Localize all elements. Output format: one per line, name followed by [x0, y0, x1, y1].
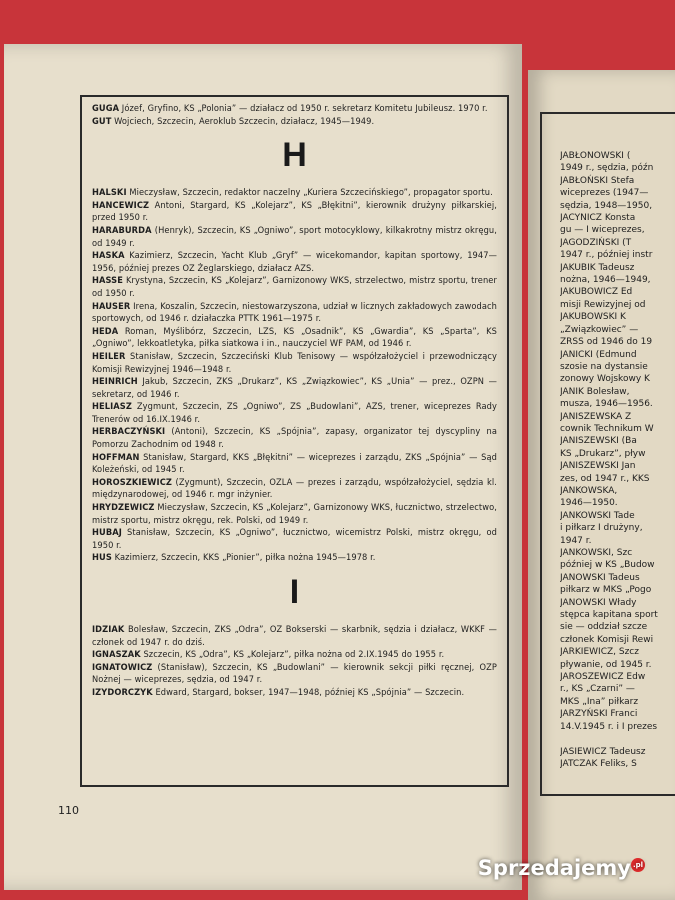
entry [92, 426, 497, 451]
right-line: JANISZEWSKI Jan [560, 461, 636, 472]
right-line: JARKIEWICZ, Szcz [560, 647, 639, 658]
right-line: 1949 r., sędzia, późn [560, 163, 654, 174]
entry-text: Bolesław, Szczecin, ZKS „Odra”, OZ Bokserski — skarbnik, sędzia i działacz, WKKF — członek od 1947 r. do dziś. [92, 624, 497, 648]
right-line: członek Komisji Rewi [560, 634, 654, 645]
entry [92, 452, 497, 477]
entry-name: HRYDZEWICZ [92, 502, 155, 514]
right-line: JATCZAK Feliks, S [560, 758, 637, 769]
right-line: „Związkowiec” — [560, 324, 639, 335]
entry-name: HUBAJ [92, 527, 122, 539]
entry-name: HASSE [92, 275, 123, 287]
section-h-entries [92, 187, 497, 565]
entry [92, 250, 497, 275]
entry-text: (Stanisław), Szczecin, KS „Budowlani” — kierownik sekcji piłki ręcznej, OZP Nożnej — wiceprezes, sędzia, od 1947 r. [92, 661, 497, 686]
right-line: misji Rewizyjnej od [560, 299, 646, 310]
right-line: JANIK Bolesław, [560, 386, 630, 397]
right-line: szosie na dystansie [560, 361, 648, 372]
entry [92, 687, 497, 700]
entry-text: Jakub, Szczecin, ZKS „Drukarz”, KS „Związkowiec”, KS „Unia” — prez., OZPN — sekretarz, od 1946 r. [92, 376, 497, 400]
entry-text: Mieczysław, Szczecin, redaktor naczelny „Kuriera Szczecińskiego”, propagator sportu. [126, 187, 493, 199]
entry-name: HALSKI [92, 187, 127, 199]
right-line: JANKOWSKA, [560, 485, 618, 496]
right-line: musza, 1946—1956. [560, 399, 653, 410]
right-line: JASIEWICZ Tadeusz [560, 746, 646, 757]
right-line: JAGODZIŃSKI (T [560, 237, 632, 248]
entry-name: HUS [92, 552, 112, 564]
right-line: JAKUBIK Tadeusz [560, 262, 635, 273]
entry-text: Roman, Myślibórz, Szczecin, LZS, KS „Osadnik”, KS „Gwardia”, KS „Sparta”, KS „Ogniwo”, lekkoatletyka, piłka siatkowa i in., nauczyciel WF PAM, od 1946 r. [92, 325, 497, 350]
entry [92, 301, 497, 326]
entry-name: HEILER [92, 350, 126, 362]
entry [92, 527, 497, 552]
entry [92, 552, 497, 565]
top-entries [92, 103, 497, 128]
section-letter-i: I [289, 573, 300, 611]
entry-name: HAUSER [92, 300, 131, 312]
right-line: piłkarz w MKS „Pogo [560, 585, 652, 596]
entry [92, 502, 497, 527]
entry-name: GUT [92, 115, 112, 127]
entry-name: IGNATOWICZ [92, 661, 153, 673]
right-line: JANKOWSKI, Szc [560, 548, 633, 558]
entry-text: (Antoni), Szczecin, KS „Spójnia”, zapasy, organizator tej dyscypliny na Pomorzu Zachodnim od 1948 r. [92, 426, 497, 451]
right-line: sie — oddział szcze [560, 622, 648, 633]
entry-text: (Henryk), Szczecin, KS „Ogniwo”, sport motocyklowy, kilkakrotny mistrz okręgu, od 1949 r. [92, 224, 497, 249]
right-line: ZRSS od 1946 do 19 [560, 337, 653, 348]
right-line: JAKUBOWSKI K [560, 312, 626, 323]
watermark-text: Sprzedajemy [477, 856, 631, 880]
entry-name: IDZIAK [92, 624, 125, 635]
entry-name: HERBACZYŃSKI [92, 426, 166, 438]
entry [92, 275, 497, 300]
right-line: cownik Technikum W [560, 423, 654, 434]
entry-name: HASKA [92, 250, 125, 262]
left-page-column [92, 103, 497, 700]
entry-text: Józef, Gryfino, KS „Polonia” — działacz od 1950 r. sekretarz Komitetu Jubileusz. 1970 r. [119, 103, 488, 114]
right-line: zonowy Wojskowy K [560, 374, 650, 385]
entry [92, 351, 497, 376]
section-letter-h: H [282, 136, 307, 175]
right-line: nożna, 1946—1949, [560, 275, 651, 286]
right-line: JANISZEWSKA Z [560, 411, 632, 422]
right-line: JAKUBOWICZ Ed [560, 287, 633, 298]
entry [92, 116, 497, 129]
entry [92, 326, 497, 351]
entry-name: HOFFMAN [92, 451, 140, 463]
entry-text: Wojciech, Szczecin, Aeroklub Szczecin, działacz, 1945—1949. [111, 115, 375, 127]
right-line: JANISZEWSKI (Ba [560, 436, 637, 447]
right-line: JABŁOŃSKI Stefa [560, 175, 635, 186]
entry-text: Krystyna, Szczecin, KS „Kolejarz”, Garnizonowy WKS, strzelectwo, mistrz sportu, trener od 1950 r. [92, 275, 497, 299]
right-line: 1947 r., później instr [560, 250, 653, 261]
right-line: wiceprezes (1947— [560, 188, 649, 199]
right-line: r., KS „Czarni” — [560, 684, 635, 695]
right-line: JANKOWSKI Tade [560, 510, 635, 521]
right-line: gu — I wiceprezes, [560, 225, 645, 236]
right-line: JARZYŃSKI Franci [560, 709, 638, 720]
entry-name: HEDA [92, 325, 119, 337]
entry-text: Edward, Stargard, bokser, 1947—1948, później KS „Spójnia” — Szczecin. [152, 686, 465, 698]
entry-name: HANCEWICZ [92, 199, 150, 211]
entry [92, 477, 497, 502]
right-line: i piłkarz I drużyny, [560, 523, 643, 534]
right-line: JANOWSKI Tadeus [560, 572, 640, 583]
right-line: JANICKI (Edmund [560, 349, 637, 360]
right-line: pływanie, od 1945 r. [560, 659, 652, 670]
entry-name: HOROSZKIEWICZ [92, 476, 172, 488]
right-line: stępca kapitana sport [560, 610, 658, 621]
watermark-logo [478, 856, 645, 880]
right-line: później w KS „Budow [560, 560, 655, 571]
entry-text: Stanisław, Szczecin, KS „Ogniwo”, łucznictwo, wicemistrz Polski, mistrz okręgu, od 1950 r. [92, 527, 497, 551]
right-page-column [560, 150, 675, 770]
right-line: 1946—1950. [560, 498, 618, 509]
right-line: zes, od 1947 r., KKS [560, 473, 650, 484]
entry [92, 662, 497, 687]
right-line: 1947 r. [560, 535, 592, 546]
entry-text: Antoni, Stargard, KS „Kolejarz”, KS „Błękitni”, kierownik drużyny piłkarskiej, przed 1950 r. [92, 199, 497, 224]
right-line: JABŁONOWSKI ( [560, 151, 631, 161]
entry-name: IZYDORCZYK [92, 686, 153, 698]
entry [92, 649, 497, 662]
entry [92, 624, 497, 649]
entry-text: Stanisław, Stargard, KKS „Błękitni” — wiceprezes i zarządu, ZKS „Spójnia” — Sąd Koleżeński, od 1945 r. [92, 451, 497, 476]
section-i-entries [92, 624, 497, 700]
right-line: JAROSZEWICZ Edw [560, 672, 646, 683]
entry-text: Mieczysław, Szczecin, KS „Kolejarz”, Garnizonowy WKS, łucznictwo, strzelectwo, mistrz sportu, mistrz okręgu, rek. Polski, od 1949 r. [92, 502, 497, 526]
entry-name: IGNASZAK [92, 649, 141, 661]
entry-name: HARABURDA [92, 224, 152, 236]
entry [92, 225, 497, 250]
entry [92, 376, 497, 401]
right-line: JANOWSKI Włady [560, 597, 637, 608]
right-line: JACYNICZ Konsta [560, 213, 636, 224]
entry [92, 401, 497, 426]
entry [92, 200, 497, 225]
entry-text: Kazimierz, Szczecin, Yacht Klub „Gryf” — wicekomandor, kapitan sportowy, 1947—1956, później prezes OZ Żeglarskiego, działacz AZS. [92, 250, 497, 274]
right-line: KS „Drukarz”, pływ [560, 448, 646, 459]
entry-name: GUGA [92, 103, 120, 114]
entry [92, 187, 497, 200]
entry-name: HEINRICH [92, 376, 138, 388]
entry-text: Kazimierz, Szczecin, KKS „Pionier”, piłka nożna 1945—1978 r. [111, 552, 376, 564]
entry [92, 103, 497, 116]
right-line [560, 733, 675, 745]
entry-text: Irena, Koszalin, Szczecin, niestowarzyszona, udział w licznych zakładowych zawodach sportowych, od 1946 r. działaczka PTTK 1961—1975 r. [92, 300, 497, 325]
right-line: MKS „Ina” piłkarz [560, 696, 639, 707]
right-line: 14.V.1945 r. i I prezes [560, 721, 658, 732]
entry-text: Zygmunt, Szczecin, ZS „Ogniwo”, ZS „Budowlani”, AZS, trener, wiceprezes Rady Trenerów od 16.IX.1946 r. [92, 401, 497, 425]
entry-text: (Zygmunt), Szczecin, OZLA — prezes i zarządu, współzałożyciel, sędzia kl. międzynarodowej, od 1946 r. mgr inżynier. [92, 476, 497, 501]
page-number: 110 [58, 804, 79, 817]
entry-text: Szczecin, KS „Odra”, KS „Kolejarz”, piłka nożna od 2.IX.1945 do 1955 r. [140, 649, 445, 661]
entry-text: Stanisław, Szczecin, Szczeciński Klub Tenisowy — współzałożyciel i przewodniczący Komisji Rewizyjnej 1946—1948 r. [92, 350, 497, 375]
right-line: sędzia, 1948—1950, [560, 200, 653, 211]
entry-name: HELIASZ [92, 401, 132, 413]
watermark-suffix: .pl [631, 858, 645, 872]
